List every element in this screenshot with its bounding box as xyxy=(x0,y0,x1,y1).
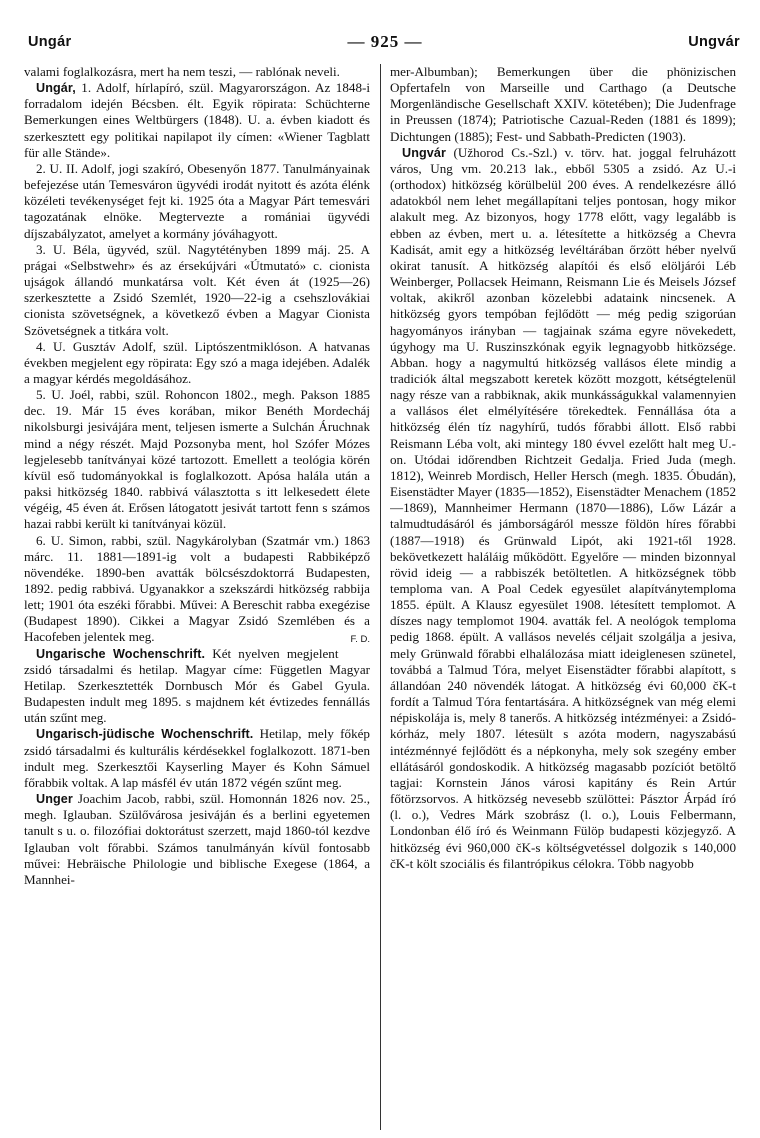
entry-text: 5. U. Joél, rabbi, szül. Rohoncon 1802., megh. Pakson 1885 dec. 19. Már 15 éves korában, mikor Benéth Mordecháj nikolsburgi jesivájára ment, teljesen ismerte a Sulchán Áruchnak mind a négy részét. Majd Pozsonyba ment, hol Szófer Mózes legjelesebb tanítványai közé tartozott. Emellett a teológia körén kívül eső tudományokkal is foglalkozott. Apósa halála után a paksi hitközség 1840. rabbivá választotta s itt lelkesedett élete végéig, 45 éven át. Erősen látogatott jesivát tartott fenn s számos hazai rabbi került ki tanítványai közül. xyxy=(24,387,370,532)
right-column xyxy=(390,64,736,1130)
entry-text: (Užhorod Cs.-Szl.) v. törv. hat. joggal felruházott város, Ung vm. 20.213 lak., ebből 5305 a zsidó. Az U.-i (orthodox) hitközség körülbelül 200 éves. A rendelkezésre álló adatokból nem lehet megállapítani teljes pontosan, hogy mikor alakult meg. Az bizonyos, hogy 1778 előtt, vagy legalább is ebben az évben, mert u. a. létesítette a hitközség a Chevra Kadisát, amit egy a hitközség levéltárában őrzött héber nyelvű okirat tanusít. A hitközség alapítói és első elöljárói Léb Weinberger, Pollacsek Heimann, Reismann Lie és Meisels József voltak, akikről azonban közelebbi adataink nincsenek. A hitközség gyors tempóban fejlődött — még pedig szigorúan hagyományos irányban — tagjainak száma egyre növekedett, úgyhogy ma U. Ruszinszkónak egyik legnagyobb hitközsége. Abban. hogy a nagymultú hitközség vallásos élete mindig a tradiciók által megszabott keretek között mozgott, kétségtelenül nagy része van a rabbiknak, akik munkásságukkal valamennyien a vallásos élet elmélyítésére törekedtek. Fennállása óta a hitközség élén tíz nagyhírű, tudós főrabbi állott. Első rabbi Reismann Léba volt, aki mintegy 180 évvel ezelőtt halt meg U.-on. Utódai időrendben Richtzeit Gedalja. Fried Juda (megh. 1812), Weinreb Mordisch, Heller Hersch (megh. 1835. Óbudán), Eisenstädter Mayer (1835—1852), Eisenstädter Menachem (1852—1869), Mannheimer Hermann (1870—1886), Lőw Lázár a talmudtudásáról és jámborságáról messze földön híres főrabbi (1887—1918) és Grünwald Lipót, aki 1921-től 1928. bekövetkezett haláláig működött. Egyelőre — minden bizonnyal rövid ideig — a rabbiszék betöltetlen. A hitközségnek több templomа van. A Poal Cedek egyesület alapítványtemploma 1855. épült. A Klausz egyesület 1908. létesített templomot. A díszes nagy templomot 1904. avatták fel. A neológok temploma pedig 1868. épült. A vallásos nevelés céljait szolgálja a jesiva, mely Grünwald főrabbi elhalálozása miatt ideiglenesen szünetel, továbbá a Talmud Tóra, melyet Eisenstädter főrabbi alapított, s állandóan 240 növendék látogat. A hitközség évi 60,000 čK-t fordít a Talmud Tóra fentartására. A hitközségnek van még elemi népiskolája is, mely 8 tanerős. A hitközség intézményei: a Zsidó-kórház, mely 1807. létesült s azóta modern, nagyszabású intézménnyé fejlődött és a népkonyha, mely sok szegény ember ellátásáról gondoskodik. A hitközség magasabb pozíciót betöltő tagjai: Kornstein János városi kapitány és Rein Artúr főtörzsorvos. A hitközség nevesebb szülöttei: Pásztor Árpád író (l. o.), Vedres Márk szobrász (l. o.), Louis Felbermann, Londonban élő író és Weinmann Fülöp budapesti közjegyző. A hitközség évi 960,000 čK-s költségvetéssel dolgozik s 140,000 čK-t költ szociális és filantrópikus célokra. Több nagyobb xyxy=(390,144,736,871)
entry-text: mer-Albumban); Bemerkungen über die phönizischen Opfertafeln von Marseille und Carthago (a Deutsche Morgenländische Gesellschaft XXIV. kötetében); Die Judenfrage in Preussen (1874); Patriotische Cazual-Reden (1881 és 1899); Dichtungen (1885); Fest- und Sabbath-Predicten (1903). xyxy=(390,64,736,144)
entry-paragraph xyxy=(24,64,370,80)
entry-text: 2. U. II. Adolf, jogi szakíró, Obesenyőn 1877. Tanulmányainak befejezése után Temesváron ügyvédi irodát nyitott és azóta élénk közéleti tevékenységet fejt ki. 1925 óta a Magyar Párt temesvári tagozatának elnöke. Megtervezte a romániai ügyvédi díjszabályzatot, amelyet a kormány jóváhagyott. xyxy=(24,160,370,241)
header-left-keyword: Ungár xyxy=(28,34,72,50)
entry-paragraph xyxy=(24,161,370,242)
dictionary-entry xyxy=(24,726,370,791)
text-columns xyxy=(24,64,746,1134)
entry-headword: Ungarisch-jüdische Wochenschrift. xyxy=(36,727,254,742)
entry-text: Joachim Jacob, rabbi, szül. Homonnán 1826 nov. 25., megh. Iglauban. Szülővárosa jesiváján és a berlini egyetemen tanult s u. o. filozófiai doktorátust szerzett, majd 1860-tól kezdve Iglauban volt főrabbi. Számos tanulmányán kívül fontosabb művei: Hebräische Philologie und biblische Exegese (1864, a Mannhei- xyxy=(24,791,370,887)
entry-text: Hetilap, mely főkép zsidó társadalmi és kulturális kérdésekkel foglalkozott. 1871-ben indult meg. Szerkesztői Kayserling Mayer és Kohn Sámuel főrabbik voltak. A lap másfél év után 1872 végén szűnt meg. xyxy=(24,726,370,790)
entry-text: 1. Adolf, hírlapíró, szül. Magyarországon. Az 1848-i forradalom idején Bécsben. élt. Egyik röpirata: Schüchterne Bemerkungen eines Weltbürgers (1848). U. a. évben kiadott és szerkesztett egy politikai napilapot ily címen: «Wiener Tagblatt für alle Stände». xyxy=(24,80,370,160)
page-number: — 925 — xyxy=(347,32,423,51)
header-right-keyword: Ungvár xyxy=(688,34,740,50)
dictionary-entry xyxy=(390,145,736,872)
entry-headword: Ungár, xyxy=(36,81,76,96)
entry-headword: Ungarische Wochenschrift. xyxy=(36,646,206,661)
entry-text: 3. U. Béla, ügyvéd, szül. Nagytétényben 1899 máj. 25. A prágai «Selbstwehr» és az érsekújvári «Útmutató» c. cionista ujságok állandó munkatársa volt. Két éven át (1925—26) szerkesztette a Zsidó Szemlét, 1920—22-ig a csehszlovákiai cionista szövetségnek, a következő évben a Magyar Cionista Szövetségnek a titkára volt. xyxy=(24,241,370,338)
entry-text: valami foglalkozásra, mert ha nem teszi, — rablónak neveli. xyxy=(24,64,340,79)
dictionary-entry xyxy=(24,646,370,727)
entry-paragraph xyxy=(24,387,370,532)
entry-headword: Unger xyxy=(36,792,73,807)
entry-headword: Ungvár xyxy=(402,145,446,160)
column-divider xyxy=(380,64,381,1130)
entry-text: 4. U. Gusztáv Adolf, szül. Liptószentmiklóson. A hatvanas években megjelent egy röpirata: Egy szó a maga idejében. Adalék a magyar kérdés megoldásához. xyxy=(24,338,370,386)
entry-paragraph xyxy=(24,339,370,387)
dictionary-entry xyxy=(24,80,370,161)
entry-paragraph xyxy=(24,242,370,339)
entry-text: 6. U. Simon, rabbi, szül. Nagykárolyban (Szatmár vm.) 1863 márc. 11. 1881—1891-ig volt a budapesti Rabbiképző növendéke. 1890-ben avatták bölcsészdoktorrá Budapesten, 1892. pedig rabbivá. Ugyanakkor a szekszárdi hitközség rabbija lett; 1901 óta eszéki főrabbi. Művei: A Bereschit rabba exegézise (Budapest 1890). Cikkei a Magyar Zsidó Szemlében és a Hacofeben jelentek meg. xyxy=(24,532,370,645)
entry-text: Két nyelven megjelent zsidó társadalmi és hetilap. Magyar címe: Független Magyar Hetilap. Szerkesztették Dornbusch Mór és Gabel Gyula. Budapesten indult meg 1895. s majdnem két évtizedes fennállás után szűnt meg. xyxy=(24,645,370,726)
dictionary-entry xyxy=(24,791,370,888)
left-column xyxy=(24,64,370,1130)
author-signature: F. D. xyxy=(350,634,370,646)
entry-paragraph xyxy=(390,64,736,145)
page-header xyxy=(24,28,746,54)
entry-paragraph xyxy=(24,533,370,646)
